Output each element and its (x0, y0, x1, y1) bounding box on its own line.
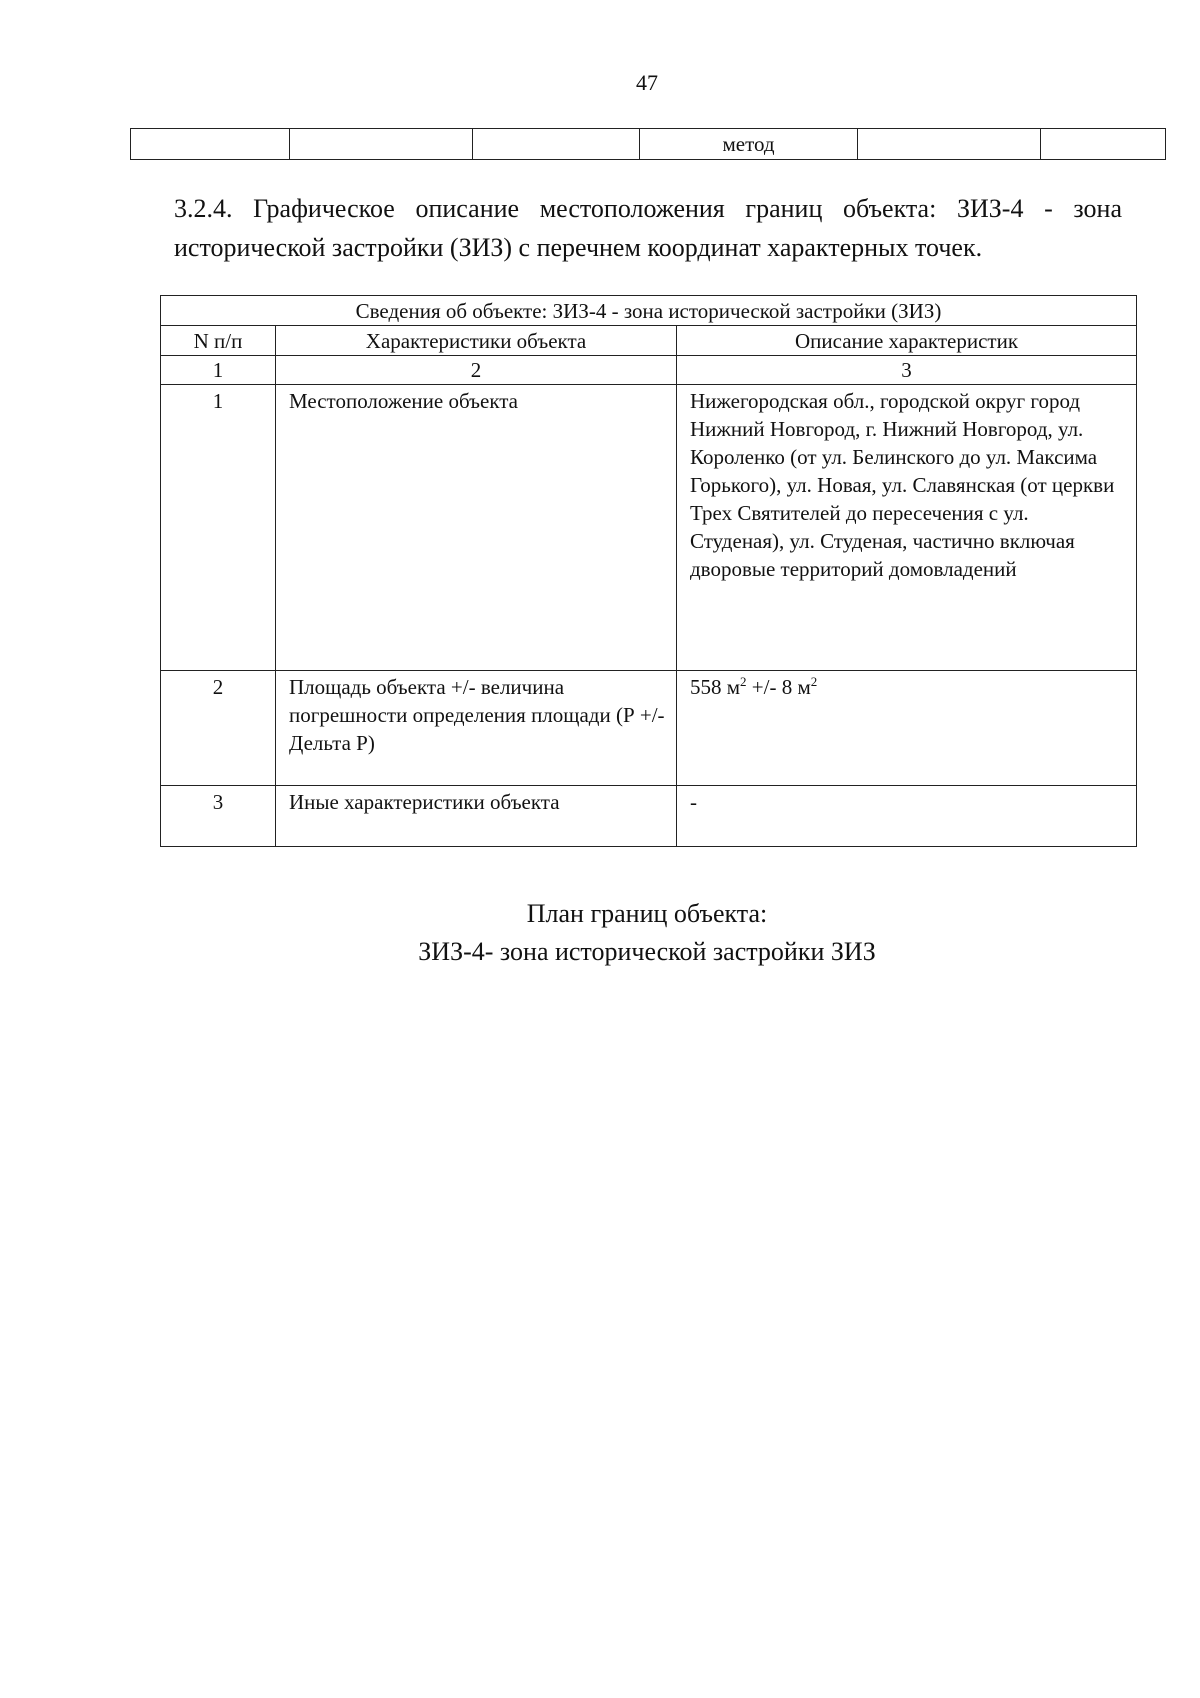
table-caption-row (161, 296, 1137, 326)
table-cell: метод (640, 129, 858, 160)
table-cell (858, 129, 1041, 160)
column-numbers-row (161, 356, 1137, 385)
section-heading: 3.2.4. Графическое описание местоположения границ объекта: ЗИЗ-4 - зона исторической застройки (ЗИЗ) с перечнем координат характерных точек. (174, 194, 1122, 262)
table-cell (131, 129, 290, 160)
row-characteristic: Иные характеристики объекта (276, 786, 677, 847)
area-exponent: 2 (810, 674, 818, 689)
header-number: N п/п (161, 326, 276, 356)
column-number: 2 (276, 356, 677, 385)
row-description: Нижегородская обл., городской округ город Нижний Новгород, г. Нижний Новгород, ул. Короленко (от ул. Белинского до ул. Максима Горького), ул. Новая, ул. Славянская (от церкви Трех Святителей до пересечения с ул. Студеная), ул. Студеная, частично включая дворовые территорий домовладений (677, 385, 1137, 671)
row-description (677, 671, 1137, 786)
continuation-table (130, 128, 1166, 160)
row-description: - (677, 786, 1137, 847)
table-cell (473, 129, 640, 160)
row-number: 3 (161, 786, 276, 847)
column-number: 3 (677, 356, 1137, 385)
object-info-table (160, 295, 1137, 847)
area-exponent: 2 (740, 674, 747, 689)
table-row (161, 385, 1137, 671)
table-cell (1041, 129, 1166, 160)
row-number: 2 (161, 671, 276, 786)
table-cell (290, 129, 473, 160)
area-value: 558 м (690, 675, 741, 699)
table-header-row (161, 326, 1137, 356)
plan-title-line: План границ объекта: (526, 899, 768, 928)
row-characteristic: Местоположение объекта (276, 385, 677, 671)
row-characteristic: Площадь объекта +/- величина погрешности определения площади (Р +/- Дельта Р) (276, 671, 677, 786)
table-row (161, 786, 1137, 847)
table-caption: Сведения об объекте: ЗИЗ-4 - зона исторической застройки (ЗИЗ) (161, 296, 1137, 326)
column-number: 1 (161, 356, 276, 385)
area-tolerance: +/- 8 м (746, 675, 811, 699)
header-characteristic: Характеристики объекта (276, 326, 677, 356)
plan-title (0, 895, 1200, 971)
table-row (161, 671, 1137, 786)
table-row (131, 129, 1166, 160)
row-number: 1 (161, 385, 276, 671)
plan-subtitle-line: ЗИЗ-4- зона исторической застройки ЗИЗ (418, 937, 876, 966)
header-description: Описание характеристик (677, 326, 1137, 356)
page-number: 47 (636, 70, 658, 95)
